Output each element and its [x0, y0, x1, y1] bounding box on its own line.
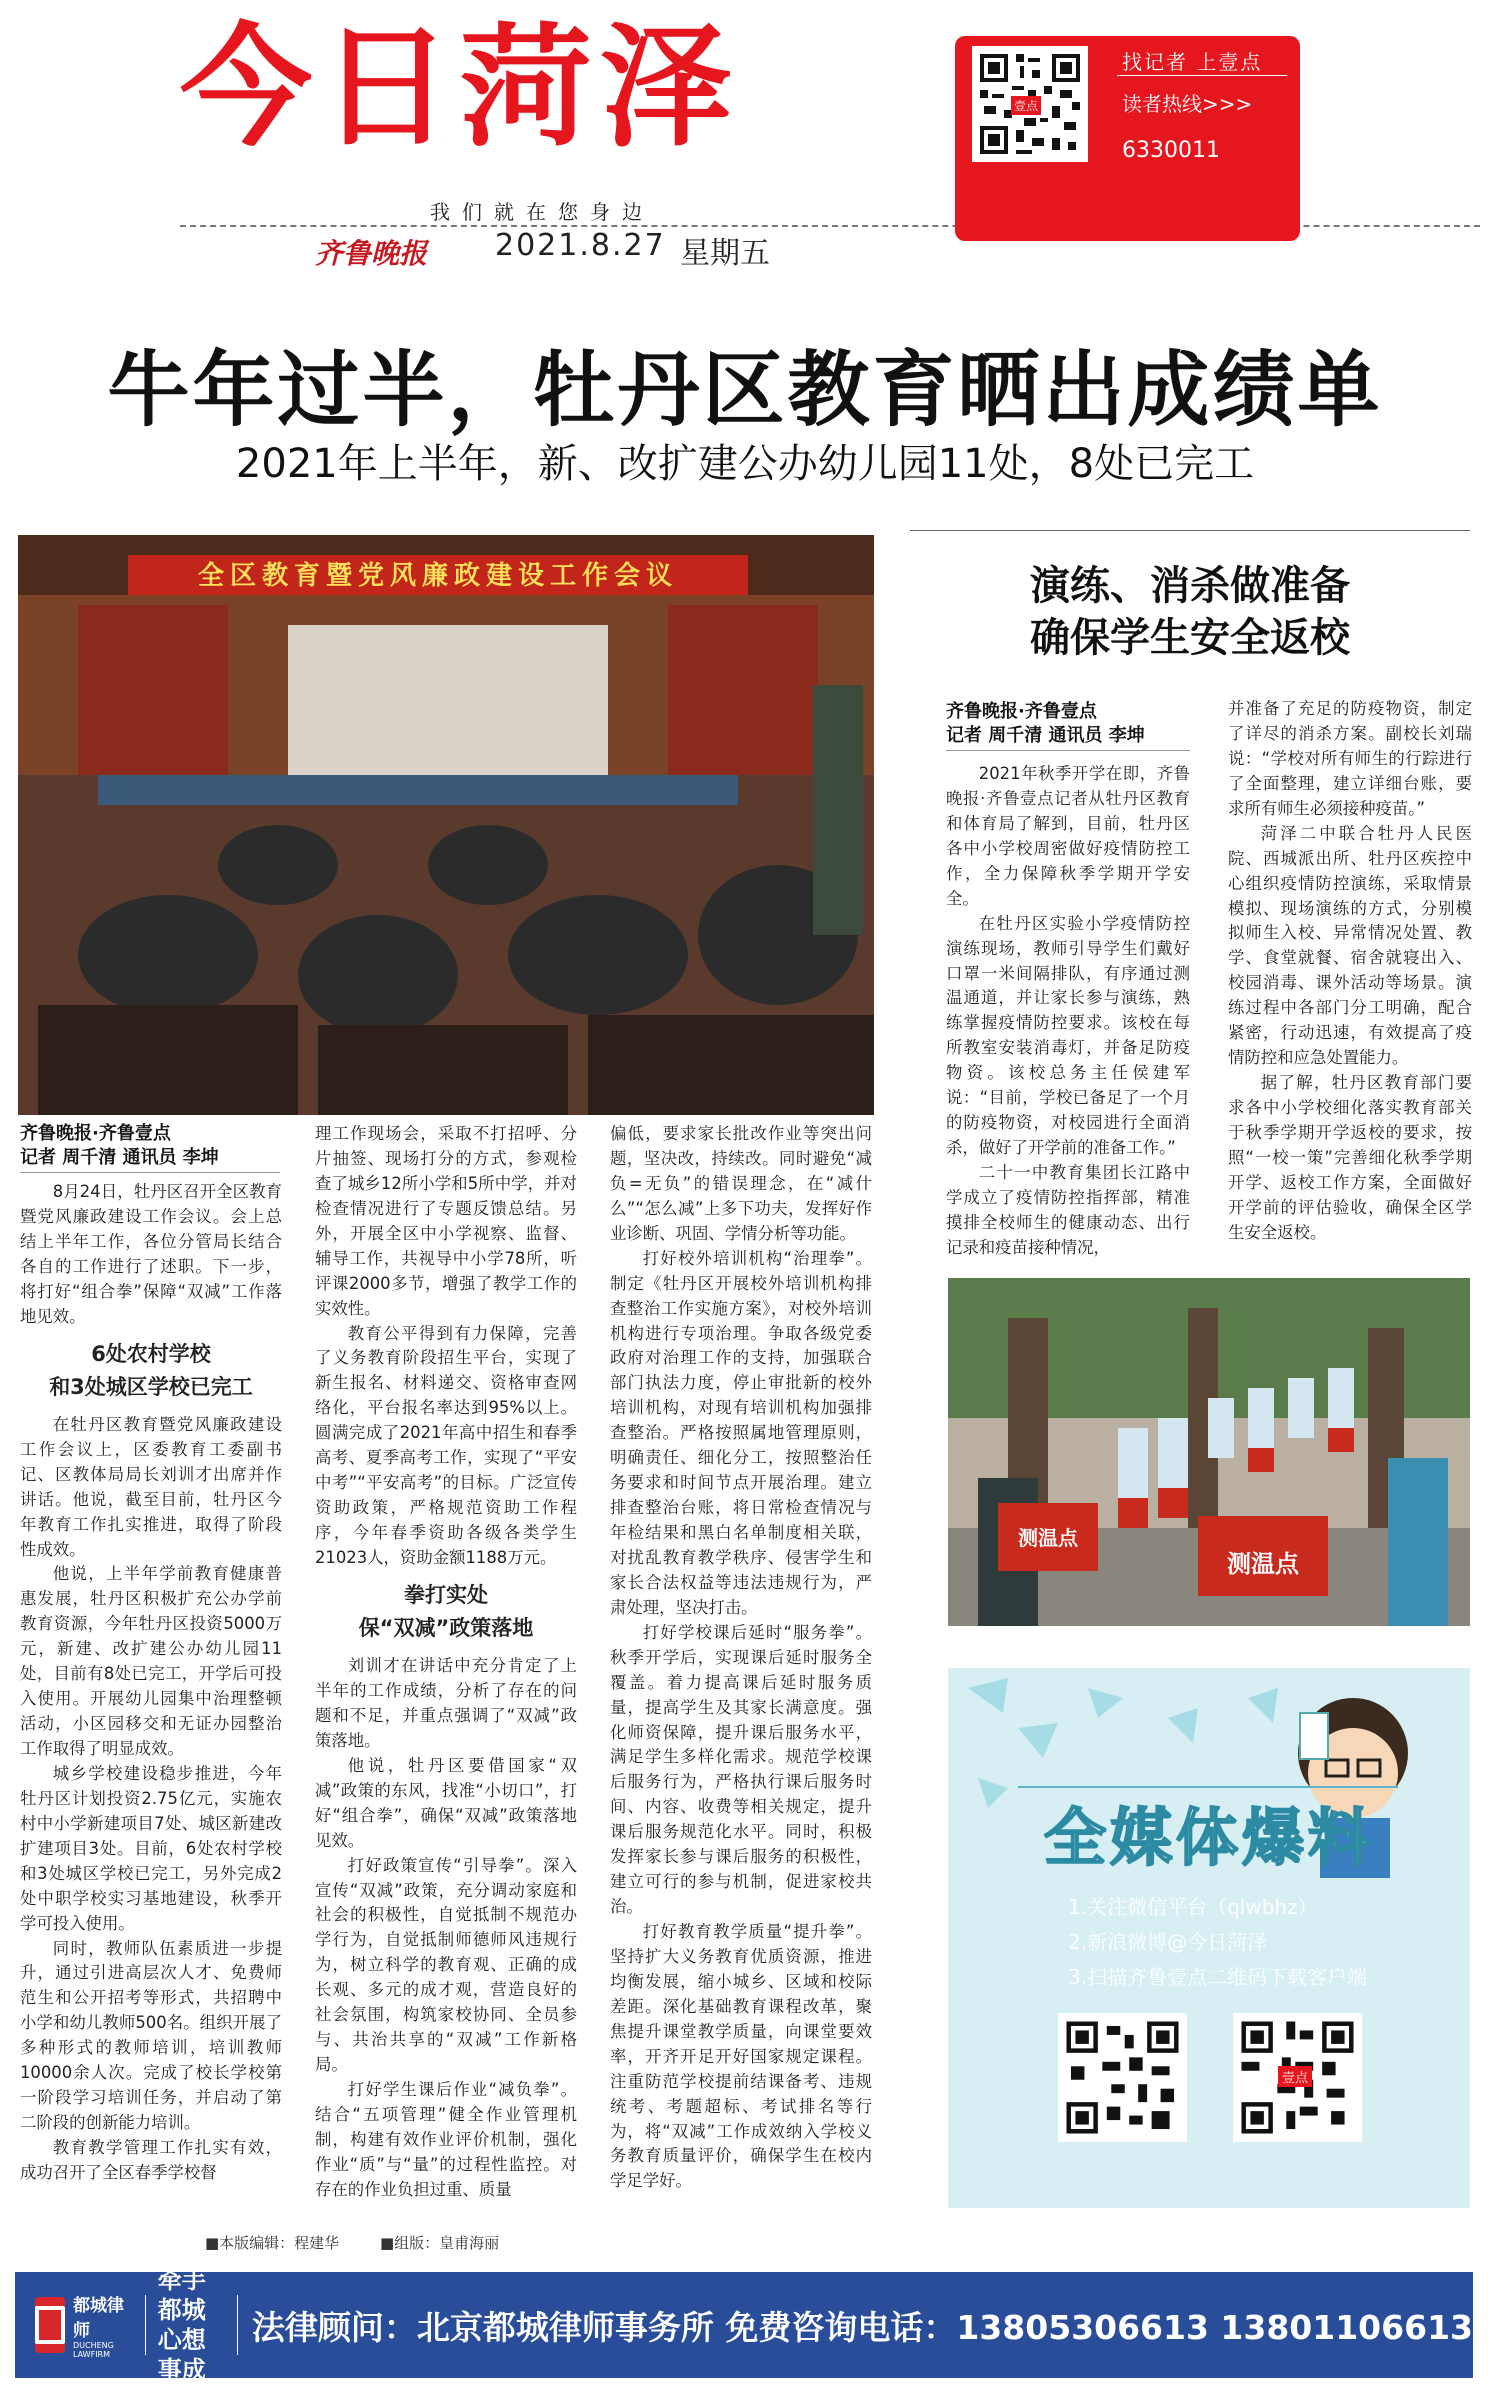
banner-slogan: [158, 2265, 223, 2385]
side-byline-reporters: 记者 周千清 通讯员 李坤: [946, 725, 1145, 747]
temperature-sign-right: 测温点: [1227, 1550, 1299, 1578]
side-paragraph: 并准备了充足的防疫物资，制定了详尽的消杀方案。副校长刘瑞说：“学校对所有师生的行踪进行了全面整理，建立详细台账，要求所有师生必须接种疫苗。”: [1228, 699, 1472, 818]
contact-divider: [1117, 75, 1287, 76]
side-paragraph: 菏泽二中联合牡丹人民医院、西城派出所、牡丹区疾控中心组织疫情防控演练，采取情景模拟、现场演练的方式，分别模拟师生入校、异常情况处置、教学、食堂就餐、宿舍就寝出入、校园消毒、课外活动等场景。演练过程中各部门分工明确，配合紧密，行动迅速，有效提高了疫情防控和应急处置能力。: [1228, 823, 1472, 1068]
law-firm-logo-icon: [35, 2297, 65, 2353]
main-paragraph: 打好教育教学质量“提升拳”。坚持扩大义务教育优质资源，推进均衡发展，缩小城乡、区域和校际差距。深化基础教育课程改革，聚焦提升课堂教学质量，向课堂要效率，开齐开足开好国家规定课程。注重防范学校提前结课备考、违规统考、考题超标、考试排名等行为，将“双减”工作成效纳入学校义务教育质量评价，确保学生在校内学足学好。: [610, 1922, 872, 2191]
find-reporter-text: 找记者 上壹点: [1122, 50, 1263, 74]
main-subtitle-1-line1: 6处农村学校: [91, 1341, 211, 1366]
masthead-title: 今日菏泽: [180, 11, 740, 165]
main-byline-rule: [20, 1172, 280, 1173]
hotline-label: 读者热线>>>: [1122, 92, 1253, 116]
main-col-2: [315, 1122, 577, 2203]
main-paragraph: 理工作现场会，采取不打招呼、分片抽签、现场打分的方式，参观检查了城乡12所小学和5所中学，并对检查情况进行了专题反馈总结。另外，开展全区中小学视察、监督、辅导工作，共视导中小学78所，听评课2000多节，增强了教学工作的实效性。: [315, 1124, 577, 1318]
designer-credit: ■组版：皇甫海丽: [380, 2234, 500, 2252]
ad-qr-logo: 壹点: [1278, 2066, 1312, 2087]
law-firm-banner[interactable]: [15, 2266, 1473, 2384]
ad-instructions: [1068, 1890, 1367, 1995]
main-paragraph: 教育公平得到有力保障，完善了义务教育阶段招生平台，实现了新生报名、材料递交、资格审查网络化，平台报名率达到95%以上。圆满完成了2021年高中招生和春季高考、夏季高考工作，实现了“平安中考”“平安高考”的目标。广泛宣传资助政策，严格规范资助工作程序，今年春季资助各级各类学生21023人，资助金额1188万元。: [315, 1323, 577, 1567]
editor-credit: ■本版编辑：程建华: [205, 2234, 340, 2252]
banner-consult-text: 法律顾问：北京都城律师事务所 免费咨询电话：13805306613 13801106613: [251, 2307, 1473, 2347]
headline: 牛年过半，牡丹区教育晒出成绩单: [107, 343, 1383, 438]
main-paragraph: 同时，教师队伍素质进一步提升，通过引进高层次人才、免费师范生和公开招考等形式，共招聘中小学和幼儿教师500名。组织开展了多种形式的教师培训，培训教师10000余人次。完成了校长学校第一阶段学习培训任务，并启动了第二阶段的创新能力培训。: [20, 1938, 282, 2133]
main-paragraph: 教育教学管理工作扎实有效，成功召开了全区春季学校督: [20, 2138, 282, 2182]
main-paragraph: 偏低，要求家长批改作业等突出问题，坚决改，持续改。同时避免“减负=无负”的错误理念，在“减什么”“怎么减”上多下功夫，发挥好作业诊断、巩固、学情分析等功能。: [610, 1124, 872, 1243]
side-col-2: [1228, 697, 1472, 1246]
side-section-rule: [910, 530, 1470, 531]
masthead-slogan: 我们就在您身边: [430, 200, 654, 224]
main-paragraph: 打好政策宣传“引导拳”。深入宣传“双减”政策，充分调动家庭和社会的积极性，自觉抵制不规范办学行为，自觉抵制师德师风违规行为，树立科学的教育观、正确的成长观、多元的成才观，营造良好的社会氛围，构筑家校协同、全员参与、共治共享的“双减”工作新格局。: [315, 1855, 577, 2075]
news-tip-ad[interactable]: [948, 1668, 1470, 2208]
main-byline-source: 齐鲁晚报·齐鲁壹点: [20, 1123, 171, 1144]
main-col-3: [610, 1122, 872, 2194]
side-byline: [946, 700, 1145, 749]
main-col-1: [20, 1180, 282, 2186]
ad-item-2: 2.新浪微博@今日菏泽: [1068, 1930, 1268, 1954]
ad-title: 全媒体爆料: [1043, 1801, 1374, 1874]
main-subtitle-1: [20, 1338, 282, 1405]
main-paragraph: 8月24日，牡丹区召开全区教育暨党风廉政建设工作会议。会上总结上半年工作，各位分管局长结合各自的工作进行了述职。下一步，将打好“组合拳”保障“双减”工作落地见效。: [20, 1182, 282, 1326]
issue-date: 2021.8.27: [495, 228, 666, 263]
main-paragraph: 刘训才在讲话中充分肯定了上半年的工作成绩，分析了存在的问题和不足，并重点强调了“双减”政策落地。: [315, 1656, 577, 1750]
side-paragraph: 2021年秋季开学在即，齐鲁晚报·齐鲁壹点记者从牡丹区教育和体育局了解到，目前，牡丹区各中小学校周密做好疫情防控工作，全力保障秋季学期开学安全。: [946, 764, 1190, 908]
main-paragraph: 打好学校课后延时“服务拳”。秋季开学后，实现课后延时服务全覆盖。着力提高课后延时服务质量，提高学生及其家长满意度。强化师资保障，提升课后服务水平，满足学生多样化需求。规范学校课后服务行为，严格执行课后服务时间、内容、收费等相关规定，提升课后服务规范化水平。同时，积极发挥家长参与课后服务的积极性，建立可行的参与机制，促进家校共治。: [610, 1622, 872, 1917]
banner-divider: [145, 2295, 146, 2355]
main-subtitle-1-line2: 和3处城区学校已完工: [49, 1375, 253, 1400]
side-byline-rule: [946, 750, 1190, 751]
side-paragraph: 二十一中教育集团长江路中学成立了疫情防控指挥部，精准摸排全校师生的健康动态、出行记录和疫苗接种情况，: [946, 1163, 1190, 1257]
main-subtitle-2: [315, 1579, 577, 1646]
banner-slogan-line1: 牵手都城: [157, 2266, 206, 2324]
temperature-sign-left: 测温点: [1018, 1526, 1078, 1550]
subheadline: 2021年上半年，新、改扩建公办幼儿园11处，8处已完工: [235, 441, 1255, 487]
banner-slogan-line2: 心想事成: [157, 2326, 206, 2384]
main-byline-reporters: 记者 周千清 通讯员 李坤: [20, 1147, 219, 1169]
law-firm-name-cn: 都城律师: [73, 2296, 124, 2341]
main-paragraph: 他说，牡丹区要借国家“双减”政策的东风，找准“小切口”，打好“组合拳”，确保“双减”政策落地见效。: [315, 1755, 577, 1850]
conference-photo: [18, 535, 874, 1115]
side-article-title: [910, 560, 1470, 664]
ad-item-3: 3.扫描齐鲁壹点二维码下载客户端: [1068, 1965, 1368, 1989]
main-subtitle-2-line2: 保“双减”政策落地: [358, 1616, 534, 1641]
qr-logo: 壹点: [1011, 96, 1041, 115]
side-paragraph: 在牡丹区实验小学疫情防控演练现场，教师引导学生们戴好口罩一米间隔排队，有序通过测温通道，并让家长参与演练，熟练掌握疫情防控要求。该校在每所教室安装消毒灯，并备足防疫物资。该校总务主任侯建军说：“目前，学校已备足了一个月的防疫物资，对校园进行全面消杀，做好了开学前的准备工作。”: [946, 913, 1190, 1158]
ad-wechat-qr-icon[interactable]: [1058, 2013, 1187, 2142]
main-byline: [20, 1122, 219, 1171]
main-paragraph: 在牡丹区教育暨党风廉政建设工作会议上，区委教育工委副书记、区教体局局长刘训才出席并作讲话。他说，截至目前，牡丹区今年教育工作扎实推进，取得了阶段性成效。: [20, 1414, 282, 1559]
side-col-1: [946, 762, 1190, 1261]
law-firm-name-en: DUCHENG LAWFIRM: [73, 2341, 114, 2359]
main-paragraph: 城乡学校建设稳步推进，今年牡丹区计划投资2.75亿元，实施农村中小学新建项目7处、城区新建改扩建项目3处。目前，6处农村学校和3处城区学校已完工，另外完成2处中职学校实习基地建设，秋季开学可投入使用。: [20, 1763, 282, 1933]
hotline-number: 6330011: [1122, 138, 1220, 163]
side-title-line1: 演练、消杀做准备: [1030, 563, 1350, 609]
ad-item-1: 1.关注微信平台（qlwbhz）: [1068, 1895, 1318, 1919]
issue-weekday: 星期五: [680, 236, 770, 271]
main-subtitle-2-line1: 拳打实处: [404, 1582, 488, 1607]
side-title-line2: 确保学生安全返校: [1030, 615, 1350, 661]
conference-banner: 全区教育暨党风廉政建设工作会议: [197, 561, 678, 591]
banner-divider: [237, 2295, 238, 2355]
side-paragraph: 据了解，牡丹区教育部门要求各中小学校细化落实教育部关于秋季学期开学返校的要求，按照“一校一策”完善细化秋季学期开学、返校工作方案，全面做好开学前的评估验收，确保全区学生安全返校。: [1228, 1073, 1472, 1242]
law-firm-logo-text: [73, 2291, 133, 2359]
main-paragraph: 打好校外培训机构“治理拳”。制定《牡丹区开展校外培训机构排查整治工作实施方案》，对校外培训机构进行专项治理。争取各级党委政府对治理工作的支持，加强联合部门执法力度，停止审批新的校外培训机构，对现有培训机构加强排查整治。严格按照属地管理原则，明确责任、细化分工，按照整治任务要求和时间节点开展治理。建立排查整治台账，将日常检查情况与年检结果和黑白名单制度相关联，对扰乱教育教学秩序、侵害学生和家长合法权益等违法违规行为，严肃处理，坚决打击。: [610, 1248, 872, 1617]
brand-logo: 齐鲁晚报: [315, 237, 428, 270]
main-paragraph: 打好学生课后作业“减负拳”。结合“五项管理”健全作业管理机制，构建有效作业评价机制，强化作业“质”与“量”的过程性监控。对存在的作业负担过重、质量: [315, 2080, 577, 2199]
side-byline-source: 齐鲁晚报·齐鲁壹点: [946, 701, 1097, 722]
main-paragraph: 他说，上半年学前教育健康普惠发展，牡丹区积极扩充公办学前教育资源，今年牡丹区投资5000万元，新建、改扩建公办幼儿园11处，目前有8处已完工，开学后可投入使用。开展幼儿园集中治理整顿活动，小区园移交和无证办园整治工作取得了明显成效。: [20, 1564, 282, 1758]
